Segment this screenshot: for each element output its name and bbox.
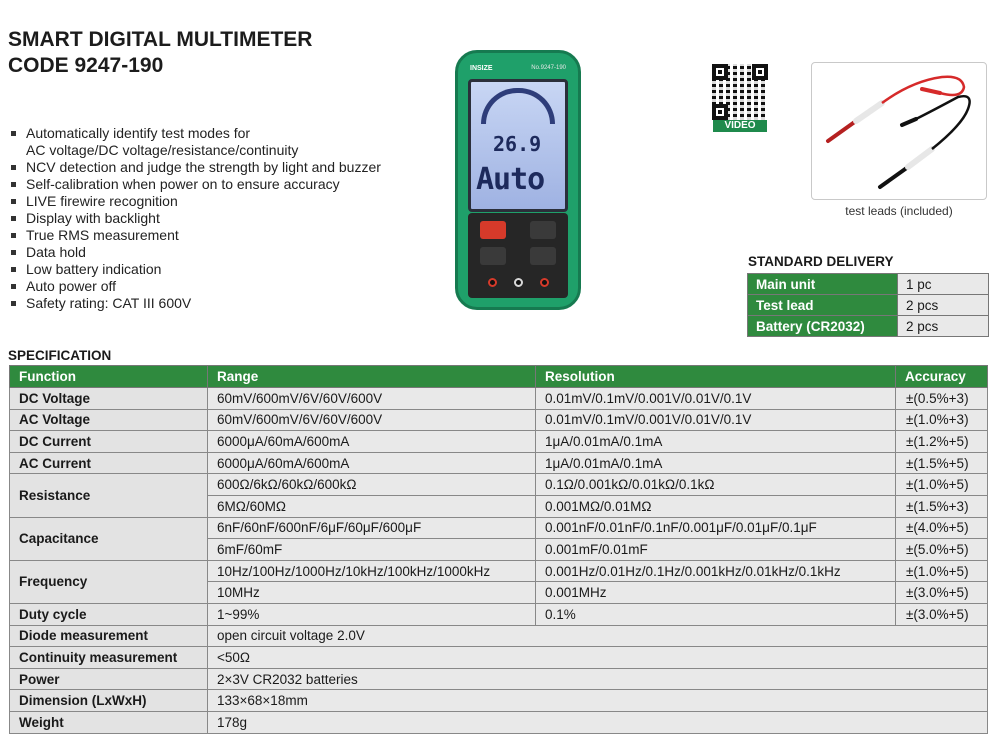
value-cell: <50Ω (208, 647, 988, 669)
accuracy-cell: ±(1.2%+5) (896, 431, 988, 453)
accuracy-cell: ±(1.5%+5) (896, 452, 988, 474)
resolution-cell: 0.1Ω/0.001kΩ/0.01kΩ/0.1kΩ (536, 474, 896, 496)
feature-item: True RMS measurement (8, 227, 381, 244)
page-title (8, 27, 312, 79)
table-header-row (10, 366, 988, 388)
accuracy-cell: ±(1.5%+3) (896, 495, 988, 517)
lcd-reading: 26.9 (493, 132, 542, 156)
feature-item: NCV detection and judge the strength by light and buzzer (8, 159, 381, 176)
product-name: SMART DIGITAL MULTIMETER (8, 28, 313, 51)
table-row (10, 409, 988, 431)
hold-button-icon (530, 247, 556, 265)
range-cell: 10Hz/100Hz/1000Hz/10kHz/100kHz/1000kHz (208, 560, 536, 582)
multimeter-image (455, 50, 581, 310)
table-row (10, 560, 988, 582)
resolution-cell: 0.001MHz (536, 582, 896, 604)
lcd-mode: Auto (476, 162, 545, 197)
table-row (748, 274, 989, 295)
function-cell: Resistance (10, 474, 208, 517)
delivery-qty: 2 pcs (898, 295, 989, 316)
feature-item: Display with backlight (8, 210, 381, 227)
button-panel (468, 213, 568, 298)
delivery-qty: 2 pcs (898, 316, 989, 337)
function-cell: DC Voltage (10, 388, 208, 410)
resolution-cell: 0.001nF/0.01nF/0.1nF/0.001μF/0.01μF/0.1μF (536, 517, 896, 539)
smart-button-icon (530, 221, 556, 239)
value-cell: 133×68×18mm (208, 690, 988, 712)
standard-delivery-table (747, 273, 989, 337)
specification-table (9, 365, 988, 734)
value-cell: 178g (208, 711, 988, 733)
function-cell: Capacitance (10, 517, 208, 560)
accuracy-cell: ±(5.0%+5) (896, 539, 988, 561)
table-row (748, 295, 989, 316)
test-leads-icon (812, 63, 988, 201)
resolution-cell: 0.001mF/0.01mF (536, 539, 896, 561)
accuracy-cell: ±(4.0%+5) (896, 517, 988, 539)
header-function: Function (10, 366, 208, 388)
table-row (10, 625, 988, 647)
lcd-display (468, 79, 568, 212)
resolution-cell: 1μA/0.01mA/0.1mA (536, 431, 896, 453)
video-badge[interactable]: VIDEO (713, 120, 767, 132)
accuracy-cell: ±(1.0%+5) (896, 474, 988, 496)
range-cell: 1~99% (208, 603, 536, 625)
feature-item: Self-calibration when power on to ensure accuracy (8, 176, 381, 193)
function-cell: Diode measurement (10, 625, 208, 647)
feature-item: Safety rating: CAT III 600V (8, 295, 381, 312)
test-leads-caption: test leads (included) (845, 204, 953, 218)
range-cell: 6000μA/60mA/600mA (208, 431, 536, 453)
feature-item: LIVE firewire recognition (8, 193, 381, 210)
header-range: Range (208, 366, 536, 388)
table-row (10, 388, 988, 410)
qr-code-icon[interactable] (712, 64, 768, 120)
delivery-item: Main unit (748, 274, 898, 295)
function-cell: Continuity measurement (10, 647, 208, 669)
resolution-cell: 0.01mV/0.1mV/0.001V/0.01V/0.1V (536, 388, 896, 410)
range-cell: 600Ω/6kΩ/60kΩ/600kΩ (208, 474, 536, 496)
range-cell: 6mF/60mF (208, 539, 536, 561)
table-row (10, 431, 988, 453)
table-row (748, 316, 989, 337)
header-resolution: Resolution (536, 366, 896, 388)
range-cell: 6nF/60nF/600nF/6μF/60μF/600μF (208, 517, 536, 539)
specification-title: SPECIFICATION (8, 348, 112, 363)
accuracy-cell: ±(3.0%+5) (896, 582, 988, 604)
brand-logo: INSIZE (470, 65, 493, 72)
function-cell: AC Current (10, 452, 208, 474)
bargraph-arc (481, 88, 555, 124)
header-accuracy: Accuracy (896, 366, 988, 388)
function-cell: AC Voltage (10, 409, 208, 431)
range-cell: 6MΩ/60MΩ (208, 495, 536, 517)
range-cell: 60mV/600mV/6V/60V/600V (208, 409, 536, 431)
function-cell: Power (10, 668, 208, 690)
accuracy-cell: ±(0.5%+3) (896, 388, 988, 410)
accuracy-cell: ±(3.0%+5) (896, 603, 988, 625)
function-cell: Frequency (10, 560, 208, 603)
feature-item: Automatically identify test modes for (8, 125, 381, 142)
range-cell: 10MHz (208, 582, 536, 604)
model-label: No.9247-190 (531, 65, 566, 71)
table-row (10, 668, 988, 690)
range-cell: 60mV/600mV/6V/60V/600V (208, 388, 536, 410)
feature-item-continued: AC voltage/DC voltage/resistance/continuity (26, 142, 299, 158)
resolution-cell: 1μA/0.01mA/0.1mA (536, 452, 896, 474)
power-button-icon (480, 221, 506, 239)
delivery-item: Test lead (748, 295, 898, 316)
table-row (10, 452, 988, 474)
function-cell: Duty cycle (10, 603, 208, 625)
function-cell: Weight (10, 711, 208, 733)
table-row (10, 603, 988, 625)
feature-item: Low battery indication (8, 261, 381, 278)
accuracy-cell: ±(1.0%+5) (896, 560, 988, 582)
standard-delivery-title: STANDARD DELIVERY (748, 254, 894, 269)
test-leads-image (811, 62, 987, 200)
com-jack-icon (514, 278, 523, 287)
delivery-qty: 1 pc (898, 274, 989, 295)
resolution-cell: 0.001Hz/0.01Hz/0.1Hz/0.001kHz/0.01kHz/0.1kHz (536, 560, 896, 582)
resolution-cell: 0.001MΩ/0.01MΩ (536, 495, 896, 517)
table-row (10, 474, 988, 496)
table-row (10, 690, 988, 712)
select-button-icon (480, 247, 506, 265)
table-row (10, 647, 988, 669)
product-code: CODE 9247-190 (8, 54, 164, 77)
table-row (10, 517, 988, 539)
resolution-cell: 0.1% (536, 603, 896, 625)
feature-item: Auto power off (8, 278, 381, 295)
range-cell: 6000μA/60mA/600mA (208, 452, 536, 474)
value-cell: open circuit voltage 2.0V (208, 625, 988, 647)
feature-list (8, 125, 381, 312)
input-jack-icon (540, 278, 549, 287)
delivery-item: Battery (CR2032) (748, 316, 898, 337)
input-jack-icon (488, 278, 497, 287)
value-cell: 2×3V CR2032 batteries (208, 668, 988, 690)
accuracy-cell: ±(1.0%+3) (896, 409, 988, 431)
table-row (10, 711, 988, 733)
function-cell: Dimension (LxWxH) (10, 690, 208, 712)
resolution-cell: 0.01mV/0.1mV/0.001V/0.01V/0.1V (536, 409, 896, 431)
function-cell: DC Current (10, 431, 208, 453)
feature-item: Data hold (8, 244, 381, 261)
